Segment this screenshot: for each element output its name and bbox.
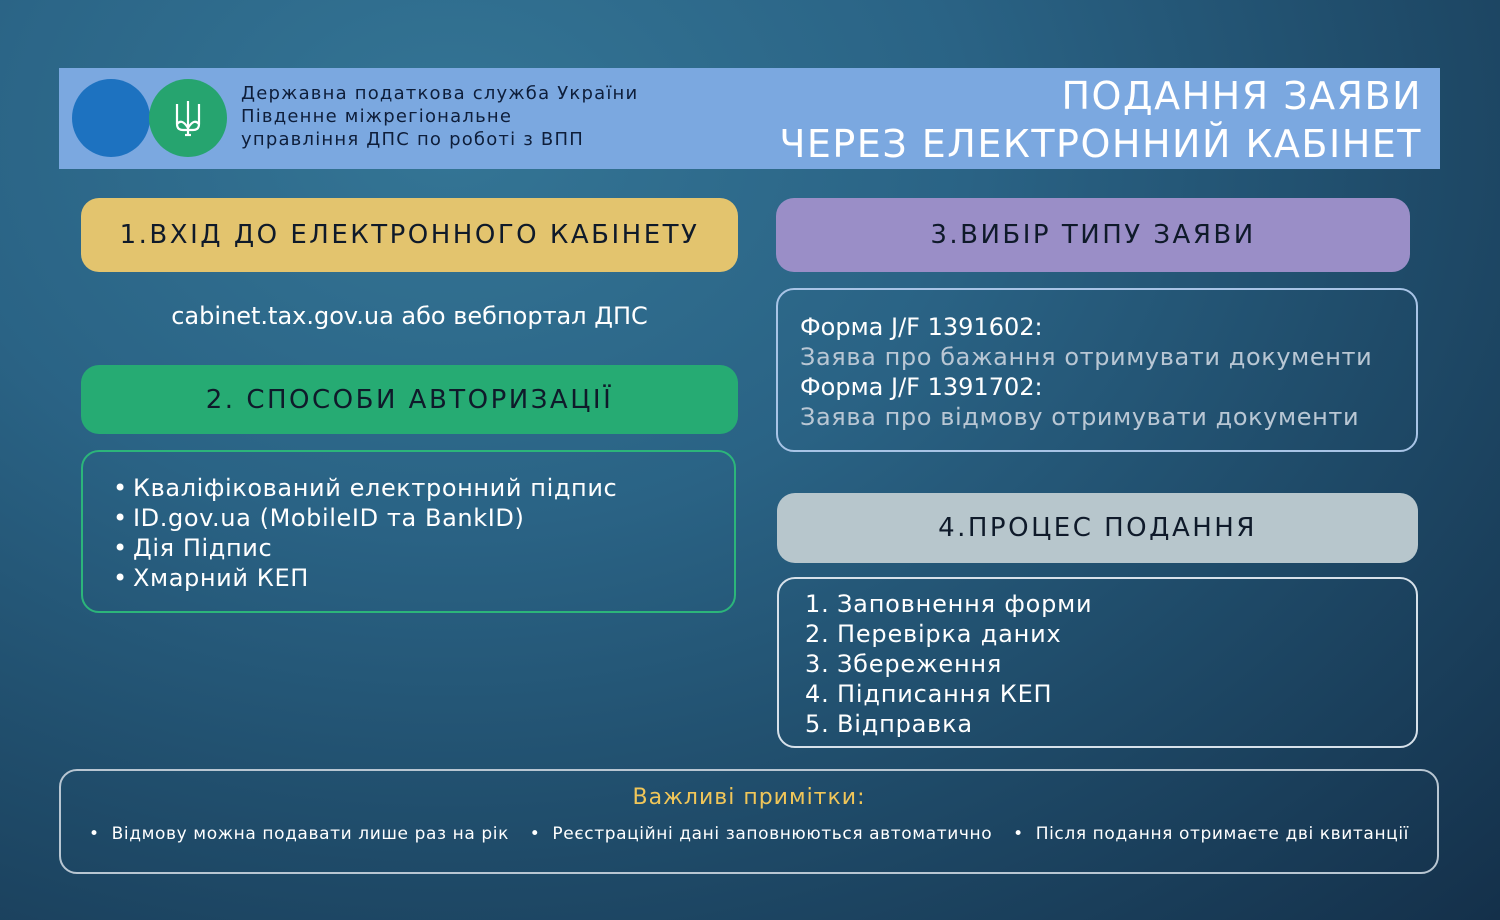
step2-heading [81,365,738,434]
step1-text: cabinet.tax.gov.ua або вебпортал ДПС [171,302,648,330]
blue-circle-logo [72,79,150,157]
list-item [805,679,1416,709]
form-description: Заява про бажання отримувати документи [800,343,1373,371]
process-steps-box [777,577,1418,748]
step2-label: 2. СПОСОБИ АВТОРИЗАЦІЇ [205,384,614,415]
list-item [805,649,1416,679]
step-number: 1. [805,590,830,618]
step-text: Заповнення форми [837,590,1093,618]
step-text: Збереження [837,650,1003,678]
list-item [805,709,1416,739]
step-number: 3. [805,650,830,678]
process-steps-list [805,589,1416,739]
note-text: Відмову можна подавати лише раз на рік [111,824,509,844]
note-item: • Після подання отримаєте дві квитанції [1013,824,1409,844]
note-item: • Реєстраційні дані заповнюються автоматично [529,824,993,844]
form-title: Форма J/F 1391602: [800,313,1043,341]
list-item: • Хмарний КЕП [109,563,734,593]
list-item: • ID.gov.ua (MobileID та BankID) [109,503,734,533]
auth-methods-box [81,450,736,613]
org-line: Південне міжрегіональне [241,106,513,127]
note-text: Реєстраційні дані заповнюються автоматично [552,824,993,844]
forms-box [776,288,1418,452]
list-item: • Кваліфікований електронний підпис [109,473,734,503]
step3-label: 3.ВИБІР ТИПУ ЗАЯВИ [930,220,1256,250]
note-text: Після подання отримаєте дві квитанції [1035,824,1409,844]
org-line: управління ДПС по роботі з ВПП [241,129,584,150]
organization-name [241,82,638,151]
step-number: 5. [805,710,830,738]
title-line: ЧЕРЕЗ ЕЛЕКТРОННИЙ КАБІНЕТ [779,122,1422,166]
step-text: Відправка [837,710,973,738]
notes-title: Важливі примітки: [632,785,866,810]
header-banner [59,68,1440,169]
auth-methods-list [109,473,734,593]
list-item [805,619,1416,649]
notes-list [89,824,1409,844]
step-text: Підписання КЕП [837,680,1053,708]
notes-box [59,769,1439,874]
step3-heading [776,198,1410,272]
step1-label: 1.ВХІД ДО ЕЛЕКТРОННОГО КАБІНЕТУ [119,220,700,250]
step-text: Перевірка даних [837,620,1062,648]
step-number: 2. [805,620,830,648]
trident-icon [173,98,203,138]
note-item: • Відмову можна подавати лише раз на рік [89,824,509,844]
form-description: Заява про відмову отримувати документи [800,403,1360,431]
step4-heading [777,493,1418,563]
list-item [805,589,1416,619]
step-number: 4. [805,680,830,708]
title-line: ПОДАННЯ ЗАЯВИ [1061,74,1422,118]
form-title: Форма J/F 1391702: [800,373,1043,401]
org-line: Державна податкова служба України [241,83,639,104]
page-title [779,72,1422,168]
step1-heading [81,198,738,272]
trident-logo [149,79,227,157]
list-item: • Дія Підпис [109,533,734,563]
step4-label: 4.ПРОЦЕС ПОДАННЯ [938,513,1257,543]
